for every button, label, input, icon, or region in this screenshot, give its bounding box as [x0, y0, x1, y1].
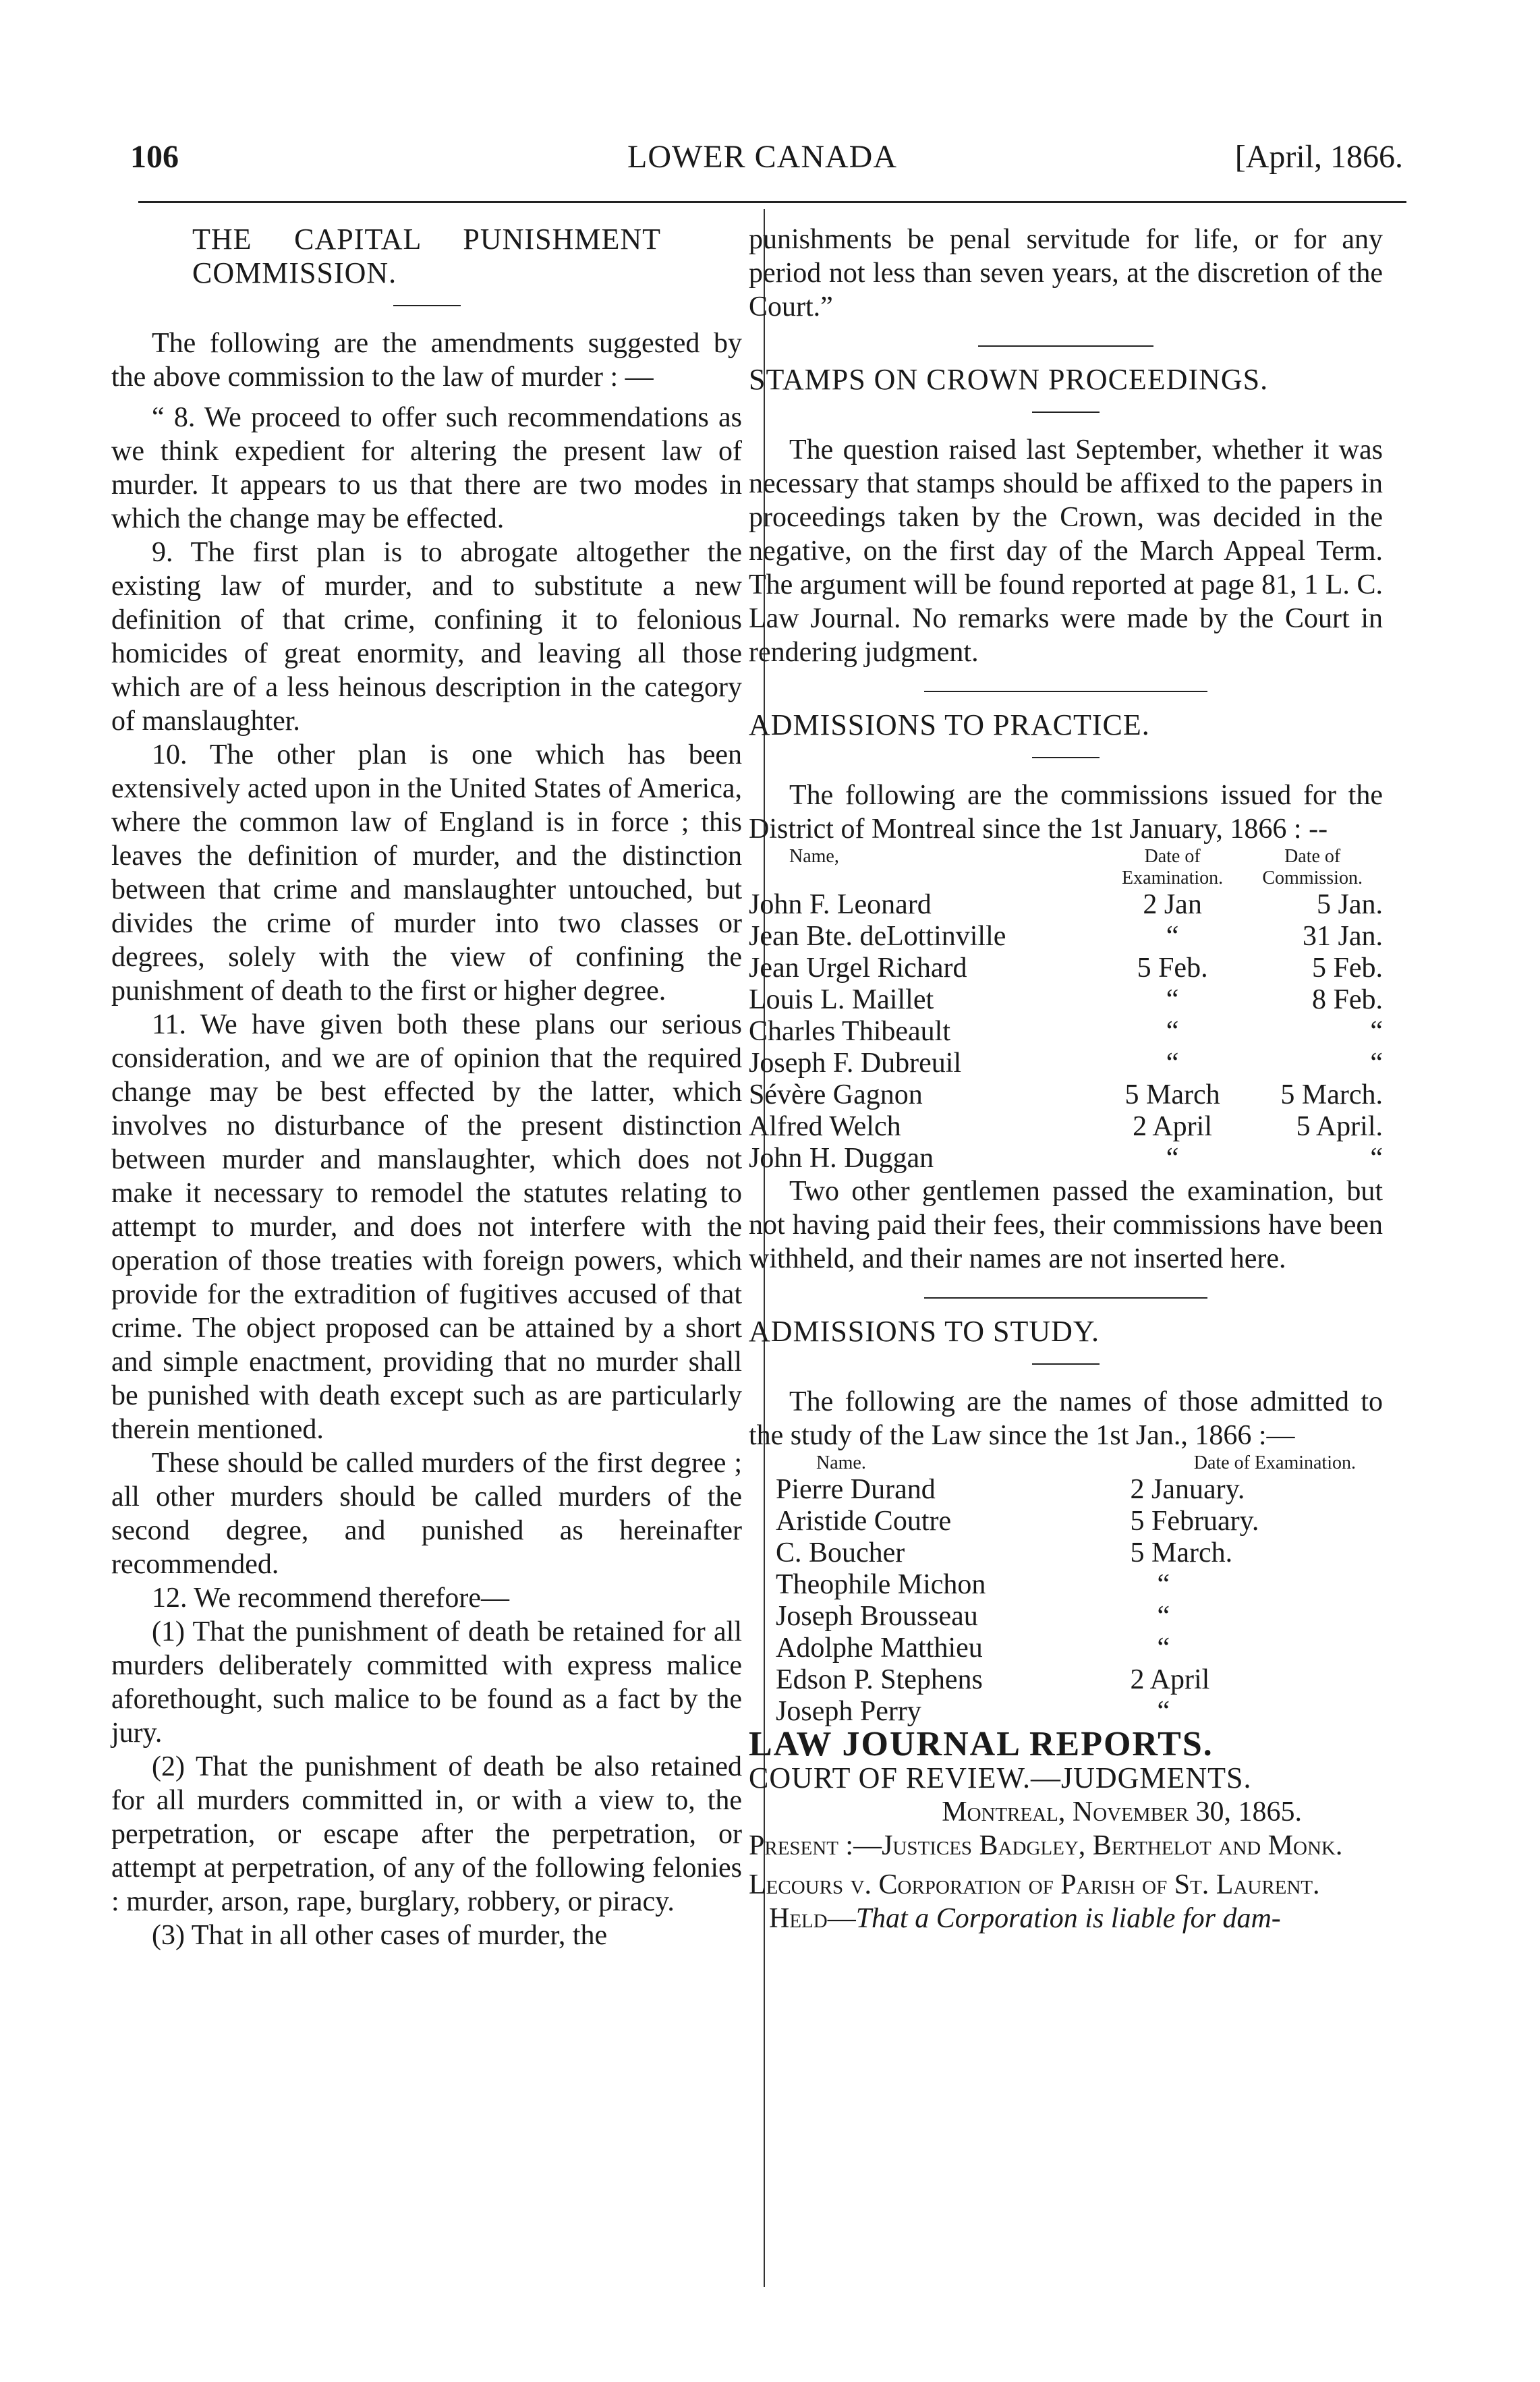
row-comm: 5 April. — [1296, 1111, 1383, 1142]
table-row — [749, 1079, 1383, 1111]
row-exam: “ — [1166, 1048, 1179, 1079]
row-comm: “ — [1370, 1016, 1383, 1047]
table-row — [749, 984, 1383, 1016]
col-name: Name, — [789, 846, 839, 867]
row-date: “ — [1157, 1601, 1170, 1632]
row-exam: 5 Feb. — [1137, 953, 1208, 984]
row-date: “ — [1157, 1696, 1170, 1727]
col-name: Name. — [816, 1452, 866, 1473]
row-comm: “ — [1370, 1143, 1383, 1174]
header-date: [April, 1866. — [1234, 139, 1403, 175]
place-date: Montreal, November 30, 1865. — [942, 1796, 1302, 1827]
row-name: Alfred Welch — [749, 1111, 901, 1142]
recommendation-3: (3) That in all other cases of murder, the — [152, 1920, 608, 1951]
table-row — [776, 1506, 1356, 1537]
row-date: 2 January. — [1130, 1474, 1245, 1505]
section-rule — [1032, 1363, 1100, 1365]
stamps-heading: STAMPS ON CROWN PROCEEDINGS. — [749, 363, 1269, 396]
row-name: Adolphe Matthieu — [776, 1633, 983, 1664]
running-title: LOWER CANADA — [627, 139, 897, 175]
row-comm: 5 Jan. — [1317, 889, 1383, 920]
table-row — [749, 953, 1383, 984]
col-exam — [1103, 846, 1243, 889]
section-rule — [978, 345, 1153, 347]
table-row — [749, 1111, 1383, 1143]
row-comm: 5 Feb. — [1312, 953, 1383, 984]
practice-heading: ADMISSIONS TO PRACTICE. — [749, 708, 1150, 741]
reports-heading: LAW JOURNAL REPORTS. — [749, 1725, 1214, 1763]
case-title: Lecours v. Corporation of Parish of St. Laurent. — [749, 1869, 1320, 1900]
row-date: 5 February. — [1130, 1506, 1259, 1537]
col-exam-line1: Date of — [1144, 846, 1201, 867]
held-text: That a Corporation is liable for dam- — [855, 1903, 1281, 1934]
row-exam: “ — [1166, 1016, 1179, 1047]
row-name: Theophile Michon — [776, 1569, 986, 1600]
practice-table — [749, 846, 1383, 1174]
row-comm: 8 Feb. — [1312, 984, 1383, 1015]
section-rule — [924, 1297, 1207, 1299]
left-column — [111, 223, 742, 1952]
table-row — [749, 1048, 1383, 1079]
paragraph-11: 11. We have given both these plans our serious consideration, and we are of opinion that the required change may be best effected by the latter, which involves no disturbance of the present distinction between murder and manslaughter, which does not make it necessary to remodel the statutes relating to attempt to murder, and does not interfere with the operation of those treaties with foreign powers, which provide for the extradition of fugitives accused of that crime. The object proposed can be attained by a short and simple enactment, providing that no murder shall be punished with death except such as are particularly therein mentioned. — [111, 1009, 742, 1445]
row-name: Jean Urgel Richard — [749, 953, 967, 984]
row-exam: “ — [1166, 1143, 1179, 1174]
paragraph-degrees: These should be called murders of the first degree ; all other murders should be called murders of the second degree, and punished as hereinafter recommended. — [111, 1448, 742, 1580]
table-row — [776, 1601, 1356, 1633]
table-row — [749, 1143, 1383, 1174]
table-row — [749, 1016, 1383, 1048]
row-name: Pierre Durand — [776, 1474, 936, 1505]
commission-intro: The following are the amendments suggested by the above commission to the law of murder : — — [111, 328, 742, 393]
table-row — [776, 1633, 1356, 1664]
col-comm-line1: Date of — [1284, 846, 1341, 867]
row-name: Charles Thibeault — [749, 1016, 950, 1047]
study-heading: ADMISSIONS TO STUDY. — [749, 1315, 1100, 1348]
table-row — [776, 1569, 1356, 1601]
col-comm-line2: Commission. — [1262, 868, 1363, 888]
row-name: Sévère Gagnon — [749, 1079, 923, 1110]
col-exam-line2: Examination. — [1122, 868, 1224, 888]
table-row — [749, 921, 1383, 953]
practice-note: Two other gentlemen passed the examination, but not having paid their fees, their commissions have been withheld, and their names are not inserted here. — [749, 1176, 1383, 1274]
stamps-body: The question raised last September, whether it was necessary that stamps should be affixed to the papers in proceedings taken by the Crown, was decided in the negative, on the first day of the March Appeal Term. The argument will be found reported at page 81, 1 L. C. Law Journal. No remarks were made by the Court in rendering judgment. — [749, 434, 1383, 668]
study-table-header — [776, 1452, 1356, 1474]
col-comm — [1242, 846, 1383, 889]
row-exam: 5 March — [1124, 1079, 1220, 1110]
paragraph-9: 9. The first plan is to abrogate altogether the existing law of murder, and to substitute a new definition of that crime, confining it to felonious homicides of great enormity, and leaving all those which are of a less heinous description in the category of manslaughter. — [111, 537, 742, 737]
running-header — [0, 138, 1540, 186]
row-name: Aristide Coutre — [776, 1506, 952, 1537]
table-row — [776, 1664, 1356, 1696]
commission-heading: THE CAPITAL PUNISHMENT COMMISSION. — [192, 223, 661, 289]
table-row — [749, 889, 1383, 921]
table-row — [776, 1537, 1356, 1569]
row-name: Joseph Brousseau — [776, 1601, 978, 1632]
header-rule — [138, 201, 1406, 203]
practice-intro: The following are the commissions issued for the District of Montreal since the 1st January, 1866 : -- — [749, 780, 1383, 845]
present-justices: Present :—Justices Badgley, Berthelot and Monk. — [749, 1830, 1343, 1861]
paragraph-10: 10. The other plan is one which has been extensively acted upon in the United States of America, where the common law of England is in force ; this leaves the definition of murder, and the distinction between that crime and manslaughter untouched, but divides the crime of murder into two classes or degrees, solely with the view of confining the punishment of death to the first or higher degree. — [111, 739, 742, 1006]
col-date: Date of Examination. — [1193, 1452, 1356, 1473]
row-comm: 31 Jan. — [1303, 921, 1383, 952]
row-name: John H. Duggan — [749, 1143, 934, 1174]
right-column — [749, 223, 1383, 1935]
row-date: “ — [1157, 1569, 1170, 1600]
row-exam: “ — [1166, 984, 1179, 1015]
table-row — [776, 1474, 1356, 1506]
row-exam: 2 April — [1133, 1111, 1212, 1142]
paragraph-8: “ 8. We proceed to offer such recommendations as we think expedient for altering the present law of murder. It appears to us that there are two modes in which the change may be effected. — [111, 402, 742, 534]
held-label: Held— — [769, 1903, 856, 1934]
row-name: Joseph Perry — [776, 1696, 921, 1727]
row-date: 2 April — [1130, 1664, 1210, 1695]
section-rule — [1032, 757, 1100, 758]
study-table — [776, 1452, 1356, 1728]
continuation-text: punishments be penal servitude for life, or for any period not less than seven years, at the discretion of the Court.” — [749, 224, 1383, 322]
row-name: Joseph F. Dubreuil — [749, 1048, 962, 1079]
row-name: Edson P. Stephens — [776, 1664, 983, 1695]
recommendation-2: (2) That the punishment of death be also retained for all murders committed in, or with a view to, the perpetration, or escape after the perpetration, or attempt at perpetration, of any of the following felonies : murder, arson, rape, burglary, robbery, or piracy. — [111, 1751, 742, 1917]
row-exam: 2 Jan — [1143, 889, 1202, 920]
reports-subheading: COURT OF REVIEW.—JUDGMENTS. — [749, 1761, 1252, 1794]
section-rule — [1032, 412, 1100, 413]
row-comm: “ — [1370, 1048, 1383, 1079]
row-comm: 5 March. — [1280, 1079, 1383, 1110]
table-row — [776, 1696, 1356, 1728]
study-intro: The following are the names of those admitted to the study of the Law since the 1st Jan., 1866 :— — [749, 1386, 1383, 1451]
row-exam: “ — [1166, 921, 1179, 952]
row-date: 5 March. — [1130, 1537, 1233, 1568]
page-number: 106 — [130, 139, 179, 175]
section-rule — [393, 305, 461, 306]
row-name: Jean Bte. deLottinville — [749, 921, 1006, 952]
row-date: “ — [1157, 1633, 1170, 1664]
paragraph-12: 12. We recommend therefore— — [152, 1583, 509, 1614]
row-name: Louis L. Maillet — [749, 984, 934, 1015]
section-rule — [924, 691, 1207, 692]
recommendation-1: (1) That the punishment of death be retained for all murders deliberately committed with express malice aforethought, such malice to be found as a fact by the jury. — [111, 1616, 742, 1749]
practice-table-header — [749, 846, 1383, 889]
held-line — [749, 1902, 1383, 1935]
row-name: C. Boucher — [776, 1537, 905, 1568]
row-name: John F. Leonard — [749, 889, 932, 920]
